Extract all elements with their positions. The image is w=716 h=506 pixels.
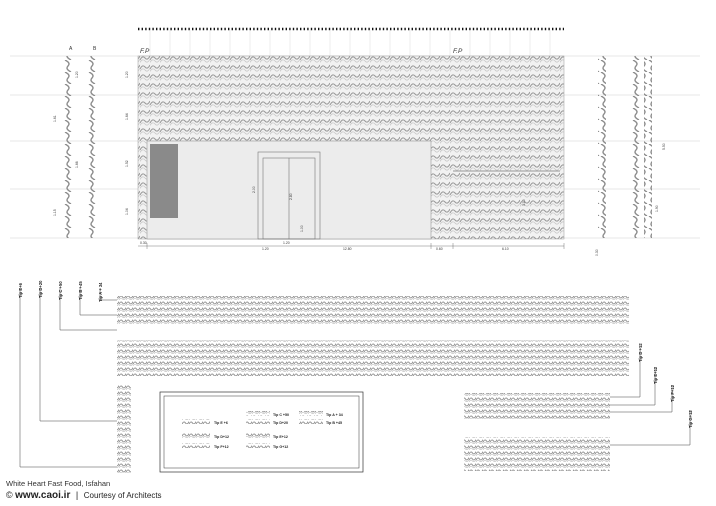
dim-label: 5.50: [662, 143, 666, 150]
footer-credit: [6, 490, 162, 501]
footer-separator: |: [75, 490, 79, 500]
section-columns-right: [598, 56, 666, 238]
dim-label: 1.20: [125, 71, 129, 78]
dim-label: 1.20: [283, 241, 290, 245]
tip-label: Tip A + 34: [98, 282, 103, 302]
dim-label: 1.00: [300, 225, 304, 232]
dim-label: 0.30: [140, 241, 147, 245]
legend-label: Tip E +6: [214, 421, 228, 425]
legend-label: Tip E+12: [273, 435, 288, 439]
legend-label: Tip D+12: [214, 435, 230, 439]
dim-label: 1.20: [262, 247, 269, 251]
tip-row: [117, 340, 629, 376]
dim-label: 2.80: [289, 193, 293, 200]
dim-label: 1.66: [75, 161, 79, 168]
tip-label: Tip F+12: [670, 384, 675, 402]
site-link[interactable]: www.caoi.ir: [15, 490, 71, 501]
tip-label: Tip E+6: [18, 283, 23, 298]
sign-panel: [150, 144, 178, 218]
tip-label: Tip E+12: [653, 366, 658, 384]
tip-label: Tip D +12: [638, 343, 643, 362]
tip-label: Tip D+20: [38, 280, 43, 298]
drawing-caption: White Heart Fast Food, Isfahan: [6, 479, 111, 488]
section-mark-b: B: [93, 46, 97, 52]
dim-label: 1.61: [53, 115, 57, 122]
legend-label: Tip C +50: [273, 413, 290, 417]
section-mark-a: A: [69, 46, 73, 52]
dim-label: 0.30: [595, 249, 599, 256]
dim-label: 1.90: [655, 205, 659, 212]
dim-label: 0.60: [436, 247, 443, 251]
footer-credit-text: Courtesy of Architects: [83, 491, 162, 500]
fp-label-right: F.P: [453, 48, 463, 55]
fp-label-left: F.P: [140, 48, 150, 55]
legend-label: Tip B +45: [326, 421, 343, 425]
tip-label: Tip G+12: [688, 410, 693, 428]
dim-label: 2.00: [252, 186, 256, 193]
dim-label: 1.15: [53, 209, 57, 216]
tip-label: Tip C +50: [58, 281, 63, 300]
section-columns-left: [53, 46, 97, 238]
tip-row: [464, 393, 610, 419]
dim-label: 1.04: [125, 208, 129, 215]
tip-label: Tip B +45: [78, 281, 83, 300]
dim-label: 12.80: [343, 247, 352, 251]
tip-row: [464, 437, 610, 471]
facade-elevation: [10, 29, 700, 256]
dim-label: 3.10: [522, 199, 526, 206]
legend-label: Tip F+12: [214, 445, 229, 449]
tip-row: [117, 296, 629, 324]
legend-label: Tip G+12: [273, 445, 289, 449]
dim-label: 1.52: [125, 160, 129, 167]
dim-label: 6.10: [502, 247, 509, 251]
dim-label: 1.20: [75, 71, 79, 78]
tip-row: [117, 385, 131, 473]
dim-label: 1.64: [125, 113, 129, 120]
tip-legend: [160, 392, 363, 472]
legend-label: Tip D+20: [273, 421, 289, 425]
copyright-icon: ©: [6, 490, 13, 500]
legend-label: Tip A + 34: [326, 413, 343, 417]
